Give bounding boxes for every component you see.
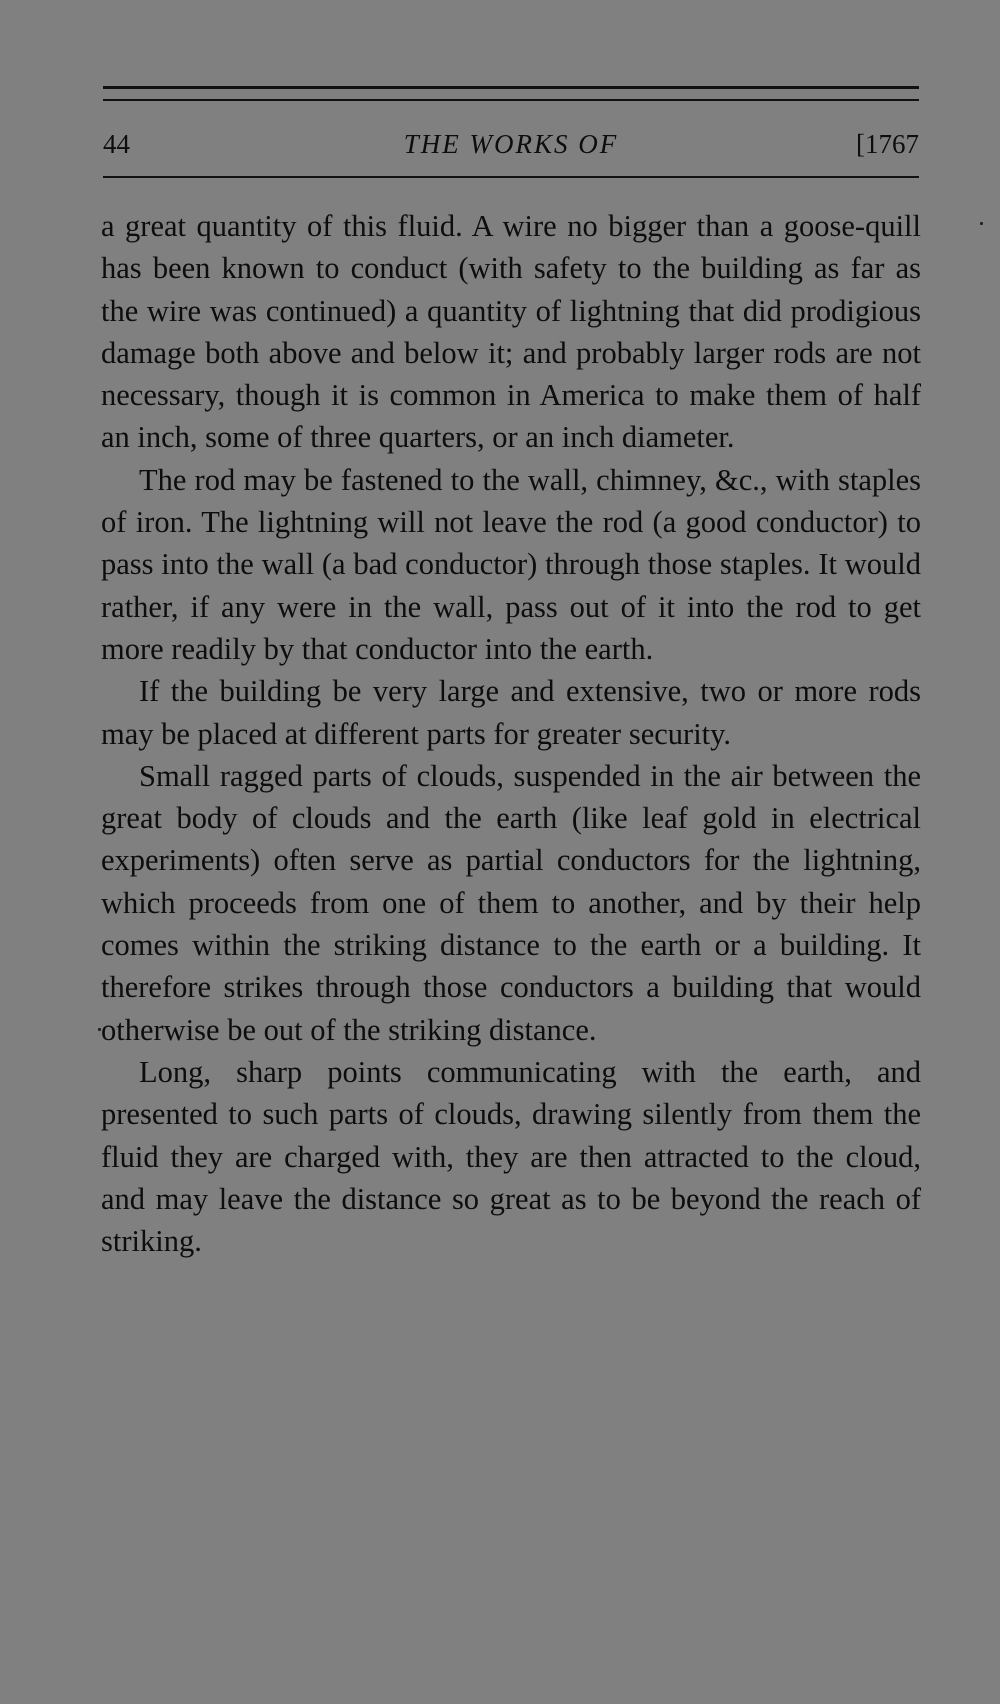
body-text — [101, 205, 921, 1262]
paragraph-ragged-clouds: Small ragged parts of clouds, suspended in the air between the great body of clouds and the earth (like leaf gold in electrical experiments) often serve as partial conductors for the lightning, which proceeds from one of them to another, and by their help comes within the striking distance to the earth or a building. It therefore strikes through those conductors a building that would otherwise be out of the striking distance. — [101, 758, 921, 1047]
top-double-rule-lower — [103, 99, 919, 101]
paragraph-sharp-points: Long, sharp points communicating with the earth, and presented to such parts of clouds, drawing silently from them the fluid they are charged with, they are then attracted to the cloud, and may leave the distance so great as to be beyond the reach of striking. — [101, 1054, 921, 1259]
paragraph-rod-fastening: The rod may be fastened to the wall, chimney, &c., with staples of iron. The lightning will not leave the rod (a good conductor) to pass into the wall (a bad conductor) through those staples. It would rather, if any were in the wall, pass out of it into the rod to get more readily by that conductor into the earth. — [101, 462, 921, 666]
running-year: [1767 — [856, 129, 919, 159]
paragraph-continuation: a great quantity of this fluid. A wire no bigger than a goose-quill has been known to conduct (with safety to the building as far as the wire was continued) a quantity of lightning that did prodigious damage both above and below it; and probably larger rods are not necessary, though it is common in America to make them of half an inch, some of three quarters, or an inch diameter. — [101, 209, 921, 455]
running-title: THE WORKS OF — [403, 129, 619, 159]
print-speck — [98, 1028, 101, 1031]
paragraph-multiple-rods: If the building be very large and extensive, two or more rods may be placed at different parts for greater security. — [101, 674, 921, 751]
page-number: 44 — [103, 129, 130, 159]
print-speck — [980, 222, 983, 225]
header-rule — [103, 176, 919, 178]
top-double-rule-upper — [103, 86, 919, 89]
running-head — [103, 124, 919, 164]
